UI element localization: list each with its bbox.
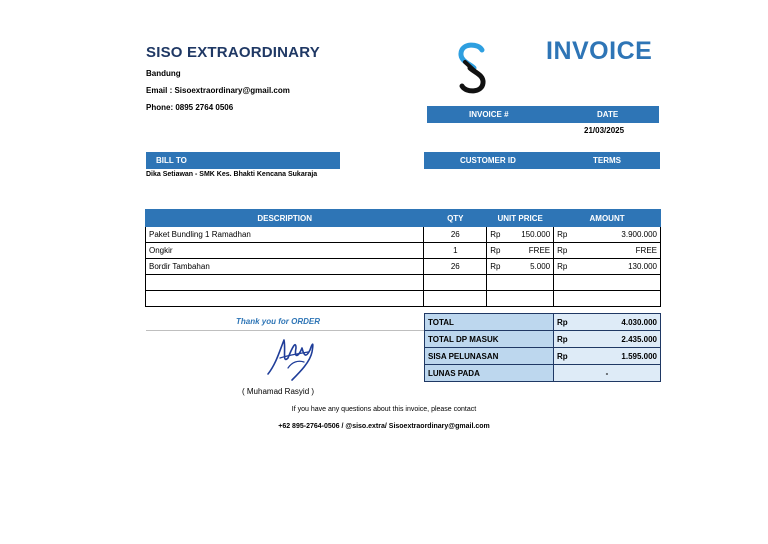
item-unit-price: 150.000 — [507, 227, 554, 243]
items-header-row — [146, 210, 661, 227]
dp-label: TOTAL DP MASUK — [425, 331, 554, 348]
item-qty: 26 — [424, 259, 487, 275]
table-row — [146, 243, 661, 259]
footer-question: If you have any questions about this invoice, please contact — [291, 406, 477, 413]
amount-header: AMOUNT — [554, 210, 661, 227]
balance-label: SISA PELUNASAN — [425, 348, 554, 365]
bill-to-label: BILL TO — [156, 156, 187, 165]
unit-price-header: UNIT PRICE — [487, 210, 554, 227]
terms-label: TERMS — [593, 156, 621, 165]
bill-to-bar — [146, 152, 340, 169]
item-unit-price: FREE — [507, 243, 554, 259]
description-header: DESCRIPTION — [146, 210, 424, 227]
item-amount: 130.000 — [574, 259, 661, 275]
balance-row — [425, 348, 661, 365]
customer-id-label: CUSTOMER ID — [460, 156, 516, 165]
total-value: 4.030.000 — [582, 314, 661, 331]
invoice-number-label: INVOICE # — [469, 110, 509, 119]
table-row — [146, 227, 661, 243]
item-qty: 26 — [424, 227, 487, 243]
currency-label: Rp — [554, 331, 583, 348]
company-phone: Phone: 0895 2764 0506 — [146, 103, 234, 112]
currency-label: Rp — [487, 243, 507, 259]
bill-to-value: Dika Setiawan - SMK Kes. Bhakti Kencana Sukaraja — [146, 171, 318, 178]
currency-label: Rp — [554, 227, 574, 243]
currency-label: Rp — [554, 314, 583, 331]
invoice-title: INVOICE — [546, 37, 653, 65]
paid-value: - — [554, 365, 661, 382]
currency-label: Rp — [554, 348, 583, 365]
dp-row — [425, 331, 661, 348]
company-email: Email : Sisoextraordinary@gmail.com — [146, 86, 290, 95]
table-row-empty — [146, 291, 661, 307]
qty-header: QTY — [424, 210, 487, 227]
totals-table — [424, 313, 661, 382]
paid-label: LUNAS PADA — [425, 365, 554, 382]
item-unit-price: 5.000 — [507, 259, 554, 275]
item-amount: FREE — [574, 243, 661, 259]
invoice-date: 21/03/2025 — [584, 126, 625, 135]
thanks-message: Thank you for ORDER — [236, 317, 321, 326]
invoice-header-bar — [427, 106, 659, 123]
company-name: SISO EXTRAORDINARY — [146, 44, 320, 61]
table-row — [146, 259, 661, 275]
item-qty: 1 — [424, 243, 487, 259]
signer-name: ( Muhamad Rasyid ) — [242, 387, 315, 396]
items-table — [145, 209, 661, 307]
currency-label: Rp — [487, 227, 507, 243]
table-row-empty — [146, 275, 661, 291]
company-city: Bandung — [146, 69, 181, 78]
paid-row — [425, 365, 661, 382]
customer-terms-bar — [424, 152, 660, 169]
total-row — [425, 314, 661, 331]
item-description: Bordir Tambahan — [146, 259, 424, 275]
item-description: Paket Bundling 1 Ramadhan — [146, 227, 424, 243]
balance-value: 1.595.000 — [582, 348, 661, 365]
siso-s-logo-icon — [452, 40, 492, 96]
date-label: DATE — [597, 110, 619, 119]
total-label: TOTAL — [425, 314, 554, 331]
currency-label: Rp — [554, 243, 574, 259]
dp-value: 2.435.000 — [582, 331, 661, 348]
handwritten-signature-icon — [262, 328, 324, 386]
item-amount: 3.900.000 — [574, 227, 661, 243]
currency-label: Rp — [554, 259, 574, 275]
footer-contact: +62 895-2764-0506 / @siso.extra/ Sisoextraordinary@gmail.com — [278, 423, 490, 430]
item-description: Ongkir — [146, 243, 424, 259]
currency-label: Rp — [487, 259, 507, 275]
